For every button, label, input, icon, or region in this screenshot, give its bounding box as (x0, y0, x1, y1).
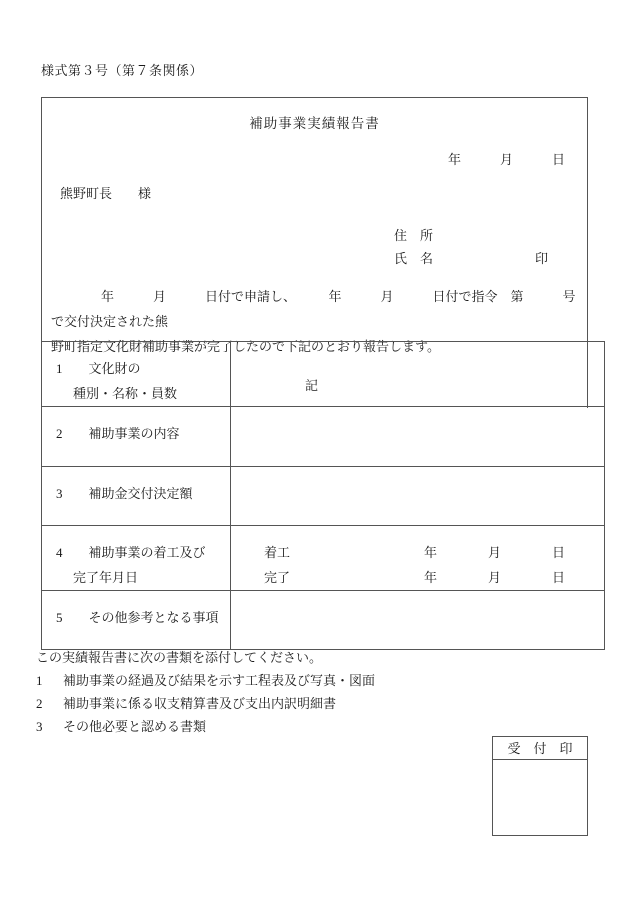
item-3-value-cell[interactable] (231, 467, 605, 526)
item-1-label-line-1: 1 文化財の (56, 361, 141, 376)
note-item-1-number: 1 (36, 673, 43, 688)
table-row (42, 591, 605, 650)
kiji-marker: 記 (304, 378, 318, 393)
finish-day-label[interactable]: 日 (552, 570, 566, 585)
start-term-label: 着工 (264, 545, 291, 560)
table-row (42, 526, 605, 591)
item-1-label-cell (42, 342, 231, 407)
item-5-value-cell[interactable] (231, 591, 605, 650)
item-1-value-cell[interactable] (231, 342, 605, 407)
item-2-value-cell[interactable] (231, 407, 605, 467)
page-title: 補助事業実績報告書 (249, 116, 380, 131)
applicant-name-label: 氏 名 (394, 251, 434, 266)
seal-label: 印 (535, 251, 549, 266)
note-item-3-number: 3 (36, 719, 43, 734)
item-2-label-line-1: 2 補助事業の内容 (56, 426, 180, 441)
item-3-label-line-1: 3 補助金交付決定額 (56, 486, 193, 501)
construction-start-row (231, 540, 604, 565)
item-5-label-cell (42, 591, 231, 650)
submission-date-line: 年 月 日 (447, 152, 565, 167)
body-line-1: 年 月 日付で申請し、 年 月 日付で指令 第 号で交付決定された熊 (51, 289, 576, 329)
note-item-1-text: 補助事業の経過及び結果を示す工程表及び写真・図面 (63, 673, 376, 688)
item-2-label-cell (42, 407, 231, 467)
start-month-label[interactable]: 月 (488, 545, 502, 560)
item-4-label-cell (42, 526, 231, 591)
finish-month-label[interactable]: 月 (488, 570, 502, 585)
note-item-2 (36, 692, 596, 715)
body-line-2: 野町指定文化財補助事業が完了したので下記のとおり報告します。 (51, 339, 440, 354)
notes-lead-text: この実績報告書に次の書類を添付してください。 (36, 650, 323, 665)
finish-term-label: 完了 (264, 570, 291, 585)
form-number: 様式第３号（第７条関係） (41, 63, 204, 78)
report-items-table (41, 341, 605, 650)
item-4-label-line-1: 4 補助事業の着工及び (56, 545, 206, 560)
start-year-label[interactable]: 年 (424, 545, 438, 560)
item-3-label-cell (42, 467, 231, 526)
start-day-label[interactable]: 日 (552, 545, 566, 560)
receipt-stamp-label: 受 付 印 (493, 737, 587, 760)
item-4-label-line-2: 完了年月日 (73, 570, 139, 585)
receipt-stamp-box (492, 736, 588, 836)
note-item-3 (36, 715, 596, 738)
note-item-1 (36, 669, 596, 692)
item-4-value-cell (231, 526, 605, 591)
applicant-address-label: 住 所 (394, 228, 434, 243)
attachment-notes (36, 646, 596, 738)
finish-year-label[interactable]: 年 (424, 570, 438, 585)
item-1-label-line-2: 種別・名称・員数 (73, 386, 178, 401)
addressee-line: 熊野町長 様 (60, 186, 152, 201)
applicant-name-row (394, 247, 587, 270)
receipt-stamp-area[interactable] (493, 760, 587, 836)
note-item-2-number: 2 (36, 696, 43, 711)
applicant-block (42, 224, 587, 270)
note-item-2-text: 補助事業に係る収支精算書及び支出内訳明細書 (63, 696, 337, 711)
item-5-label-line-1: 5 その他参考となる事項 (56, 610, 219, 625)
table-row (42, 407, 605, 467)
table-row (42, 342, 605, 407)
construction-finish-row (231, 565, 604, 590)
note-item-3-text: その他必要と認める書類 (63, 719, 207, 734)
table-row (42, 467, 605, 526)
